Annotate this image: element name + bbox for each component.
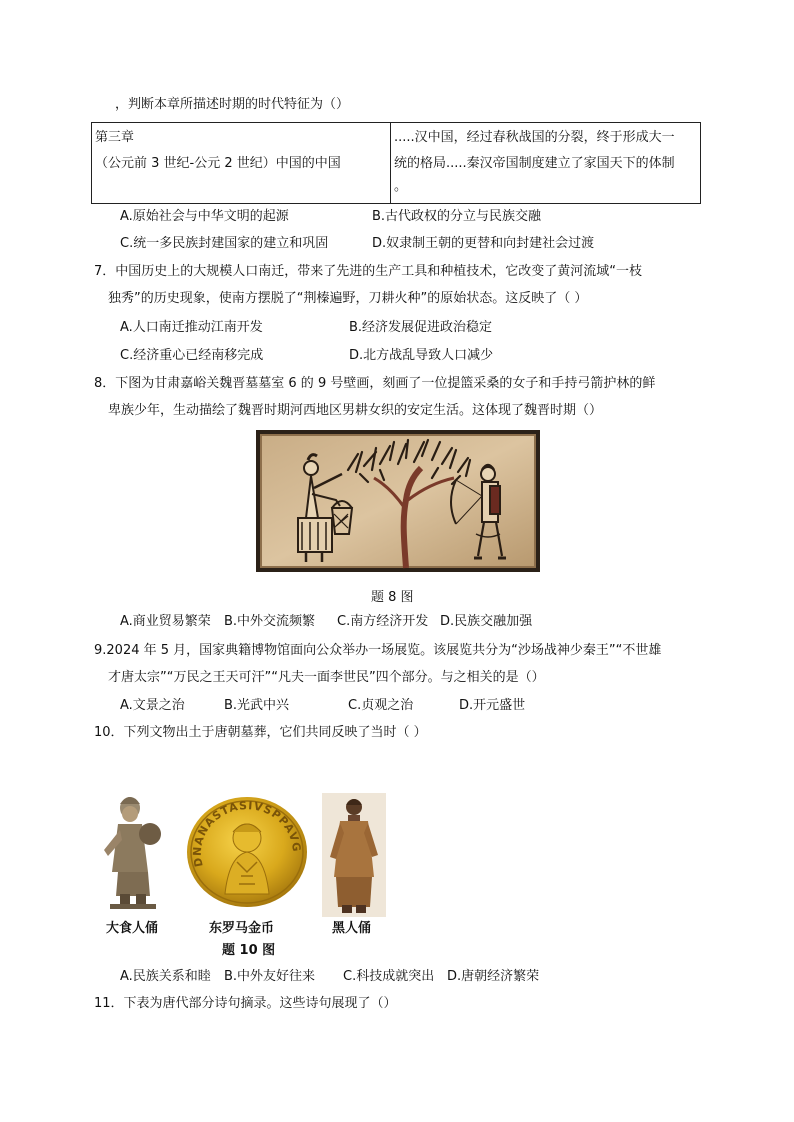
q8-options-row bbox=[0, 613, 794, 631]
q9-options-row bbox=[0, 697, 794, 715]
q10-label-arab-figurine: 大食人俑 bbox=[106, 921, 159, 936]
q10-label-black-figurine: 黑人俑 bbox=[332, 921, 372, 936]
q10-option-c[interactable]: C.科技成就突出 bbox=[343, 969, 435, 984]
q6-table-right-line1: .....汉中国，经过春秋战国的分裂，终于形成大一 bbox=[394, 130, 675, 145]
q10-arab-figurine-image bbox=[98, 790, 168, 912]
q6-options-row1 bbox=[0, 208, 794, 226]
q8-line2: 卑族少年，生动描绘了魏晋时期河西地区男耕女织的安定生活。这体现了魏晋时期（） bbox=[108, 403, 603, 418]
q10-stem: 10．下列文物出土于唐朝墓葬，它们共同反映了当时（ ） bbox=[94, 725, 427, 740]
q10-option-a[interactable]: A.民族关系和睦 bbox=[120, 969, 211, 984]
q7-options-row1 bbox=[0, 319, 794, 337]
q9-option-a[interactable]: A.文景之治 bbox=[120, 698, 185, 713]
q9-option-b[interactable]: B.光武中兴 bbox=[224, 698, 290, 713]
q10-label-byzantine-coin: 东罗马金币 bbox=[209, 921, 275, 936]
q8-line1: 8．下图为甘肃嘉峪关魏晋墓墓室 6 的 9 号壁画，刻画了一位提篮采桑的女子和手持弓箭护林的鲜 bbox=[94, 376, 656, 391]
q10-coin-inscription: DNANASTASIVSPPAVG bbox=[190, 798, 304, 869]
q10-byzantine-coin-image bbox=[185, 796, 309, 908]
q10-figure-caption: 题 10 图 bbox=[222, 943, 276, 958]
q11-stem: 11．下表为唐代部分诗句摘录。这些诗句展现了（） bbox=[94, 996, 397, 1011]
q6-table-right-line3: 。 bbox=[394, 179, 408, 194]
q6-option-d[interactable]: D.奴隶制王朝的更替和向封建社会过渡 bbox=[372, 236, 595, 251]
q7-option-c[interactable]: C.经济重心已经南移完成 bbox=[120, 348, 264, 363]
q6-table-left-line1: 第三章 bbox=[95, 130, 135, 145]
q6-table-right-cell bbox=[391, 123, 701, 204]
q7-option-a[interactable]: A.人口南迁推动江南开发 bbox=[120, 320, 263, 335]
q6-option-a[interactable]: A.原始社会与中华文明的起源 bbox=[120, 209, 289, 224]
q6-table-right-line2: 统的格局.....秦汉帝国制度建立了家国天下的体制 bbox=[394, 156, 675, 171]
q10-options-row bbox=[0, 968, 794, 986]
q7-line2: 独秀”的历史现象，使南方摆脱了“荆榛遍野，刀耕火种”的原始状态。这反映了（ ） bbox=[108, 291, 588, 306]
q9-line2: 才唐太宗”“万民之王天可汗”“凡夫一面李世民”四个部分。与之相关的是（） bbox=[108, 670, 545, 685]
q10-black-figurine-image bbox=[322, 793, 386, 917]
q6-table-left-cell bbox=[92, 123, 391, 204]
q6-options-row2 bbox=[0, 235, 794, 253]
q6-option-b[interactable]: B.古代政权的分立与民族交融 bbox=[372, 209, 542, 224]
q8-mural-image bbox=[256, 430, 540, 572]
q8-option-c[interactable]: C.南方经济开发 bbox=[337, 614, 429, 629]
q8-option-b[interactable]: B.中外交流频繁 bbox=[224, 614, 316, 629]
q8-option-a[interactable]: A.商业贸易繁荣 bbox=[120, 614, 211, 629]
q7-line1: 7．中国历史上的大规模人口南迁，带来了先进的生产工具和种植技术，它改变了黄河流域“一枝 bbox=[94, 264, 643, 279]
q10-option-d[interactable]: D.唐朝经济繁荣 bbox=[447, 969, 540, 984]
q6-stem: ，判断本章所描述时期的时代特征为（） bbox=[115, 97, 350, 112]
q6-option-c[interactable]: C.统一多民族封建国家的建立和巩固 bbox=[120, 236, 329, 251]
q6-table-left-line2: （公元前 3 世纪-公元 2 世纪）中国的中国 bbox=[95, 156, 341, 171]
q6-chapter-table bbox=[91, 122, 701, 204]
q10-option-b[interactable]: B.中外友好往来 bbox=[224, 969, 316, 984]
q7-option-b[interactable]: B.经济发展促进政治稳定 bbox=[349, 320, 493, 335]
q8-figure-caption: 题 8 图 bbox=[371, 590, 414, 605]
q7-options-row2 bbox=[0, 347, 794, 365]
q7-option-d[interactable]: D.北方战乱导致人口减少 bbox=[349, 348, 494, 363]
q9-line1: 9.2024 年 5 月，国家典籍博物馆面向公众举办一场展览。该展览共分为“沙场战神少秦王”“不世雄 bbox=[94, 643, 662, 658]
q8-option-d[interactable]: D.民族交融加强 bbox=[440, 614, 533, 629]
q9-option-d[interactable]: D.开元盛世 bbox=[459, 698, 526, 713]
q9-option-c[interactable]: C.贞观之治 bbox=[348, 698, 414, 713]
